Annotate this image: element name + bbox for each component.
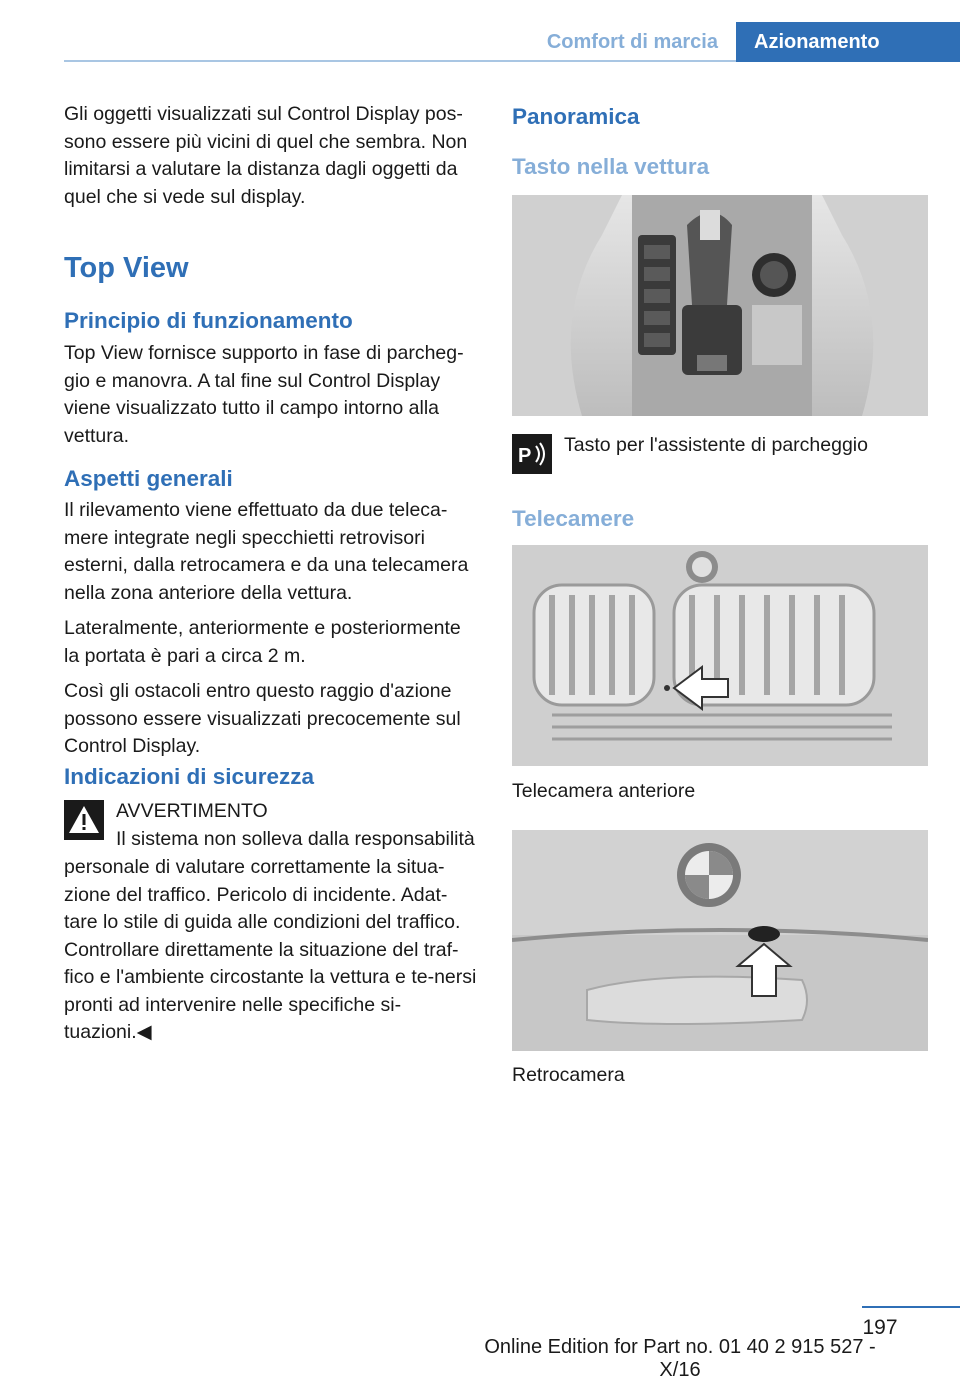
button-caption: Tasto per l'assistente di parcheggio: [564, 434, 868, 456]
rear-camera-caption: Retrocamera: [512, 1064, 625, 1086]
header-chapter: Azionamento: [736, 22, 960, 62]
edition-note: Online Edition for Part no. 01 40 2 915 527 - X/16: [484, 1336, 876, 1381]
footer-rule: [862, 1306, 960, 1308]
center-console-photo: [512, 195, 928, 416]
front-camera-caption: Telecamera anteriore: [512, 780, 696, 802]
subheading-cameras: Telecamere: [512, 506, 635, 531]
subheading-principle: Principio di funzionamento: [64, 308, 353, 333]
section-title: Top View: [64, 252, 189, 284]
subheading-safety: Indicazioni di sicurezza: [64, 764, 315, 789]
rear-camera-photo: [512, 830, 928, 1051]
warning-title: AVVERTIMENTO: [116, 800, 268, 822]
svg-text:P: P: [518, 445, 532, 467]
general-paragraphs: Il rilevamento viene effettuato da due teleca-mere integrate negli specchietti retrovisori esterni, dalla retrocamera e da una telecamera nella zona anteriore della vettura. Lateralmente, anteriormente e posteriormente la portata è pari a circa 2 m. Così gli ostacoli entro questo raggio d'azione possono essere visualizzati precocemente sul Control Display.: [64, 499, 469, 757]
overview-title: Panoramica: [512, 104, 640, 129]
principle-paragraph: Top View fornisce supporto in fase di parcheg-gio e manovra. A tal fine sul Control Display viene visualizzato tutto il campo intorno alla vettura.: [64, 342, 464, 447]
front-camera-photo: [512, 545, 928, 766]
page-number: 197: [862, 1316, 898, 1339]
header-section: Comfort di marcia: [546, 31, 718, 53]
warning-line-1: Il sistema non solleva dalla responsabilità: [116, 828, 475, 850]
subheading-button: Tasto nella vettura: [512, 154, 710, 179]
warning-text: personale di valutare correttamente la situa-zione del traffico. Pericolo di incidente. Adat-tare lo stile di guida alle condizioni del traffico. Controllare direttamente la situazione del traf-fico e l'ambiente circostante la vettura e te-nersi pronti ad intervenire nelle specifiche si-tuazioni.◀: [64, 856, 477, 1043]
subheading-general: Aspetti generali: [64, 466, 233, 491]
park-assist-button-icon: [512, 434, 552, 474]
intro-paragraph: Gli oggetti visualizzati sul Control Display pos-sono essere più vicini di quel che sembra. Non limitarsi a valutare la distanza dagli oggetti da quel che si vede sul display.: [64, 103, 468, 208]
warning-icon: [64, 800, 104, 840]
